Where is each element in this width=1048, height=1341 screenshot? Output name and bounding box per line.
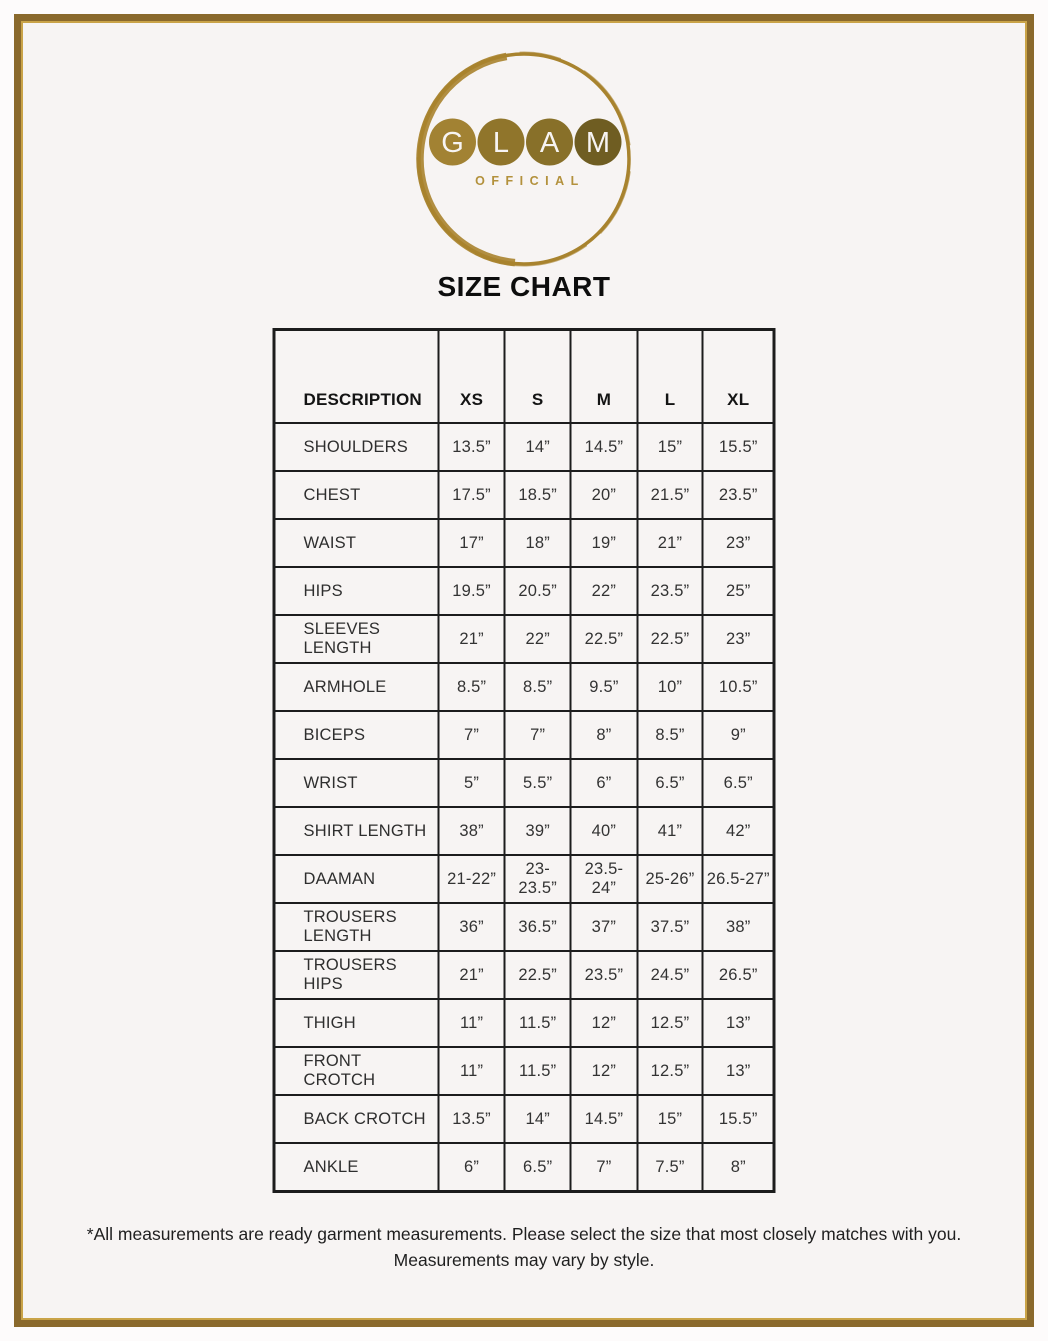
row-label: ARMHOLE: [274, 663, 439, 711]
value-cell: 7”: [439, 711, 505, 759]
value-cell: 5.5”: [505, 759, 571, 807]
value-cell: 11.5”: [505, 999, 571, 1047]
value-cell: 36”: [439, 903, 505, 951]
value-cell: 14.5”: [571, 423, 637, 471]
table-row: [274, 1047, 774, 1095]
table-row: [274, 711, 774, 759]
header-s: S: [505, 330, 571, 424]
row-label: FRONT CROTCH: [274, 1047, 439, 1095]
value-cell: 23.5”: [637, 567, 703, 615]
value-cell: 13.5”: [439, 423, 505, 471]
value-cell: 15”: [637, 1095, 703, 1143]
table-row: [274, 807, 774, 855]
table-row: [274, 1095, 774, 1143]
value-cell: 25”: [703, 567, 774, 615]
row-label: SLEEVES LENGTH: [274, 615, 439, 663]
row-label: SHIRT LENGTH: [274, 807, 439, 855]
table-row: [274, 567, 774, 615]
brand-logo: [408, 43, 640, 275]
footnote-line-1: *All measurements are ready garment measurements. Please select the size that most closely matches with you.: [86, 1224, 962, 1244]
value-cell: 19”: [571, 519, 637, 567]
value-cell: 6”: [439, 1143, 505, 1192]
value-cell: 8.5”: [439, 663, 505, 711]
footnote-line-2: Measurements may vary by style.: [393, 1250, 655, 1270]
value-cell: 22.5”: [571, 615, 637, 663]
logo-subtitle: OFFICIAL: [475, 174, 585, 188]
table-row: [274, 999, 774, 1047]
value-cell: 23-23.5”: [505, 855, 571, 903]
table-row: [274, 471, 774, 519]
value-cell: 23”: [703, 519, 774, 567]
table-row: [274, 903, 774, 951]
value-cell: 15.5”: [703, 423, 774, 471]
row-label: DAAMAN: [274, 855, 439, 903]
value-cell: 9.5”: [571, 663, 637, 711]
value-cell: 14”: [505, 423, 571, 471]
value-cell: 13”: [703, 1047, 774, 1095]
value-cell: 18”: [505, 519, 571, 567]
header-row: [274, 330, 774, 424]
value-cell: 12.5”: [637, 999, 703, 1047]
value-cell: 36.5”: [505, 903, 571, 951]
value-cell: 17.5”: [439, 471, 505, 519]
glam-logo-graphic: [408, 43, 640, 275]
logo-letter-circles: [429, 119, 622, 166]
value-cell: 21-22”: [439, 855, 505, 903]
value-cell: 8.5”: [637, 711, 703, 759]
value-cell: 8”: [703, 1143, 774, 1192]
size-chart-table: [273, 328, 776, 1193]
value-cell: 7”: [571, 1143, 637, 1192]
value-cell: 24.5”: [637, 951, 703, 999]
row-label: SHOULDERS: [274, 423, 439, 471]
value-cell: 6.5”: [637, 759, 703, 807]
value-cell: 13”: [703, 999, 774, 1047]
value-cell: 22”: [571, 567, 637, 615]
gold-frame: [14, 14, 1034, 1327]
row-label: CHEST: [274, 471, 439, 519]
value-cell: 21.5”: [637, 471, 703, 519]
value-cell: 22.5”: [637, 615, 703, 663]
value-cell: 26.5-27”: [703, 855, 774, 903]
row-label: TROUSERS LENGTH: [274, 903, 439, 951]
logo-letter-m: M: [585, 127, 611, 159]
row-label: WAIST: [274, 519, 439, 567]
table-row: [274, 423, 774, 471]
value-cell: 21”: [439, 615, 505, 663]
footnote: [21, 1221, 1027, 1273]
value-cell: 11”: [439, 999, 505, 1047]
header-xl: XL: [703, 330, 774, 424]
header-description: DESCRIPTION: [274, 330, 439, 424]
size-table-body: [274, 423, 774, 1192]
page-title: SIZE CHART: [437, 271, 611, 302]
value-cell: 23.5-24”: [571, 855, 637, 903]
value-cell: 12”: [571, 1047, 637, 1095]
value-cell: 39”: [505, 807, 571, 855]
value-cell: 11.5”: [505, 1047, 571, 1095]
value-cell: 40”: [571, 807, 637, 855]
value-cell: 5”: [439, 759, 505, 807]
value-cell: 41”: [637, 807, 703, 855]
value-cell: 8”: [571, 711, 637, 759]
value-cell: 8.5”: [505, 663, 571, 711]
value-cell: 38”: [703, 903, 774, 951]
value-cell: 14”: [505, 1095, 571, 1143]
logo-letter-g: G: [441, 127, 464, 159]
value-cell: 22.5”: [505, 951, 571, 999]
value-cell: 7”: [505, 711, 571, 759]
value-cell: 37”: [571, 903, 637, 951]
value-cell: 25-26”: [637, 855, 703, 903]
value-cell: 6”: [571, 759, 637, 807]
value-cell: 10”: [637, 663, 703, 711]
value-cell: 21”: [439, 951, 505, 999]
header-xs: XS: [439, 330, 505, 424]
value-cell: 20.5”: [505, 567, 571, 615]
value-cell: 14.5”: [571, 1095, 637, 1143]
value-cell: 6.5”: [703, 759, 774, 807]
value-cell: 17”: [439, 519, 505, 567]
table-row: [274, 855, 774, 903]
row-label: HIPS: [274, 567, 439, 615]
row-label: BICEPS: [274, 711, 439, 759]
table-row: [274, 951, 774, 999]
table-row: [274, 615, 774, 663]
value-cell: 20”: [571, 471, 637, 519]
value-cell: 23.5”: [571, 951, 637, 999]
row-label: TROUSERS HIPS: [274, 951, 439, 999]
value-cell: 12.5”: [637, 1047, 703, 1095]
value-cell: 9”: [703, 711, 774, 759]
value-cell: 26.5”: [703, 951, 774, 999]
value-cell: 6.5”: [505, 1143, 571, 1192]
value-cell: 38”: [439, 807, 505, 855]
table-row: [274, 663, 774, 711]
value-cell: 10.5”: [703, 663, 774, 711]
value-cell: 22”: [505, 615, 571, 663]
value-cell: 21”: [637, 519, 703, 567]
table-row: [274, 1143, 774, 1192]
table-row: [274, 519, 774, 567]
value-cell: 15.5”: [703, 1095, 774, 1143]
value-cell: 42”: [703, 807, 774, 855]
row-label: WRIST: [274, 759, 439, 807]
value-cell: 11”: [439, 1047, 505, 1095]
table-row: [274, 759, 774, 807]
value-cell: 7.5”: [637, 1143, 703, 1192]
value-cell: 15”: [637, 423, 703, 471]
row-label: THIGH: [274, 999, 439, 1047]
row-label: BACK CROTCH: [274, 1095, 439, 1143]
value-cell: 13.5”: [439, 1095, 505, 1143]
value-cell: 23”: [703, 615, 774, 663]
header-l: L: [637, 330, 703, 424]
value-cell: 18.5”: [505, 471, 571, 519]
value-cell: 37.5”: [637, 903, 703, 951]
logo-letter-a: A: [539, 127, 560, 159]
value-cell: 19.5”: [439, 567, 505, 615]
value-cell: 23.5”: [703, 471, 774, 519]
value-cell: 12”: [571, 999, 637, 1047]
header-m: M: [571, 330, 637, 424]
table-header: [274, 330, 774, 424]
row-label: ANKLE: [274, 1143, 439, 1192]
logo-letter-l: L: [492, 127, 510, 159]
